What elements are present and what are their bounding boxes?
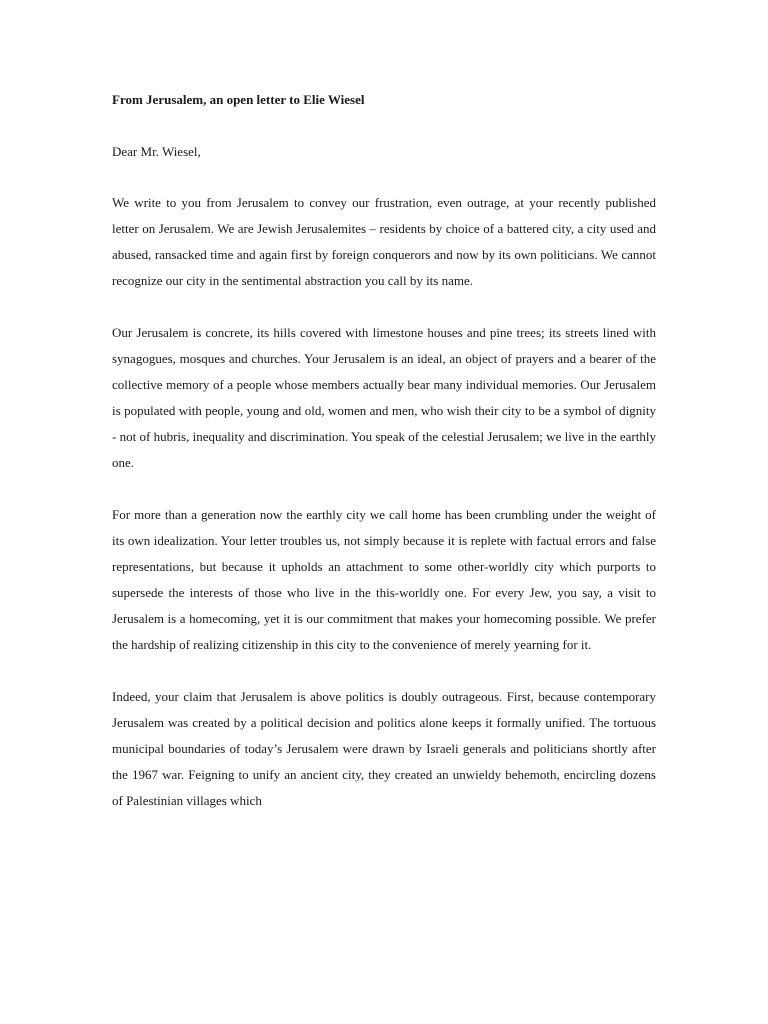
salutation: Dear Mr. Wiesel, <box>112 144 201 159</box>
letter-page <box>112 90 656 814</box>
paragraph-4: Indeed, your claim that Jerusalem is above politics is doubly outrageous. First, because contemporary Jerusalem was created by a political decision and politics alone keeps it formally unified. The tortuous municipal boundaries of today’s Jerusalem were drawn by Israeli generals and politicians shortly after the 1967 war. Feigning to unify an ancient city, they created an unwieldy behemoth, encircling dozens of Palestinian villages which <box>112 689 656 808</box>
paragraph-2: Our Jerusalem is concrete, its hills covered with limestone houses and pine trees; its streets lined with synagogues, mosques and churches. Your Jerusalem is an ideal, an object of prayers and a bearer of the collective memory of a people whose members actually bear many individual memories. Our Jerusalem is populated with people, young and old, women and men, who wish their city to be a symbol of dignity - not of hubris, inequality and discrimination. You speak of the celestial Jerusalem; we live in the earthly one. <box>112 325 656 470</box>
page-title: From Jerusalem, an open letter to Elie Wiesel <box>112 92 365 107</box>
paragraph-3: For more than a generation now the earthly city we call home has been crumbling under the weight of its own idealization. Your letter troubles us, not simply because it is replete with factual errors and false representations, but because it upholds an attachment to some other-worldly city which purports to supersede the interests of those who live in the this-worldly one. For every Jew, you say, a visit to Jerusalem is a homecoming, yet it is our commitment that makes your homecoming possible. We prefer the hardship of realizing citizenship in this city to the convenience of merely yearning for it. <box>112 507 656 652</box>
paragraph-1: We write to you from Jerusalem to convey our frustration, even outrage, at your recently published letter on Jerusalem. We are Jewish Jerusalemites – residents by choice of a battered city, a city used and abused, ransacked time and again first by foreign conquerors and now by its own politicians. We cannot recognize our city in the sentimental abstraction you call by its name. <box>112 195 656 288</box>
